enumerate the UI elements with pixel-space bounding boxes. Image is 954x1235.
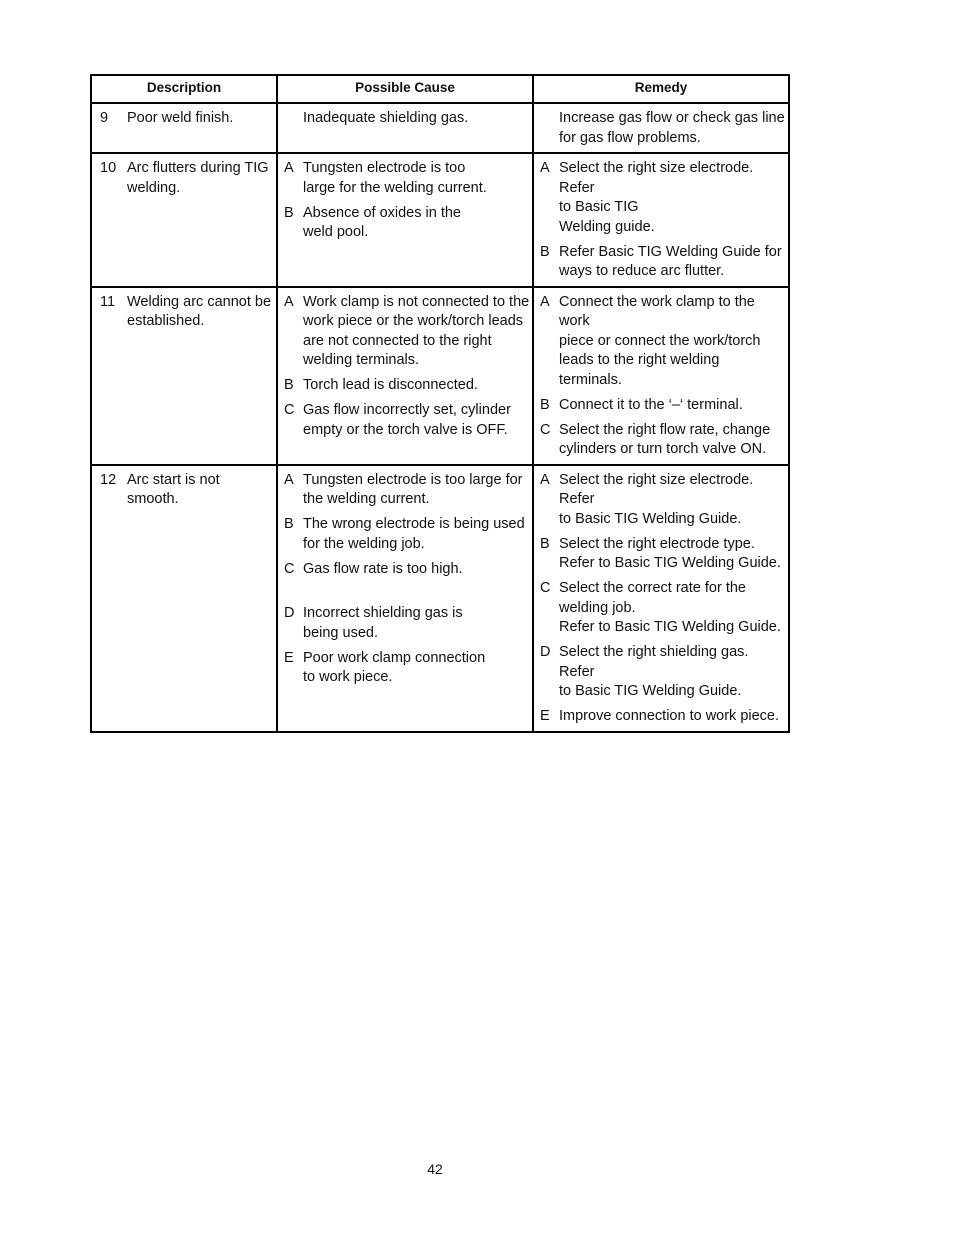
remedy-letter: A xyxy=(540,160,550,176)
table-row xyxy=(92,104,788,154)
description-cell xyxy=(92,104,278,152)
remedy-entry xyxy=(540,243,786,282)
cause-text: Incorrect shielding gas is being used. xyxy=(303,605,463,641)
page-number: 42 xyxy=(427,1161,443,1177)
remedy-cell xyxy=(534,288,788,464)
cause-cell xyxy=(278,104,534,152)
cause-cell xyxy=(278,154,534,286)
cause-letter: A xyxy=(284,293,294,310)
remedy-letter: C xyxy=(540,580,551,596)
cause-entry xyxy=(284,649,530,688)
remedy-letter: D xyxy=(540,644,551,660)
cause-cell xyxy=(278,288,534,464)
remedy-text: Select the correct rate for the welding job. Refer to Basic TIG Welding Guide. xyxy=(559,580,781,635)
row-description: Arc flutters during TIG welding. xyxy=(127,160,269,196)
remedy-text: Refer Basic TIG Welding Guide for ways to reduce arc flutter. xyxy=(559,243,782,279)
header-remedy: Remedy xyxy=(634,80,688,95)
row-number: 12 xyxy=(100,471,117,488)
remedy-entry xyxy=(540,396,786,416)
cause-entry xyxy=(284,401,530,440)
remedy-entry xyxy=(540,293,786,391)
remedy-text: Select the right size electrode. Refer to Basic TIG Welding guide. xyxy=(559,160,754,235)
cause-entry xyxy=(284,376,530,396)
cause-entry xyxy=(284,471,530,510)
remedy-entry xyxy=(540,421,786,460)
cause-letter: E xyxy=(284,649,294,666)
row-description: Welding arc cannot be established. xyxy=(127,293,272,329)
troubleshooting-table xyxy=(90,74,790,733)
cause-text: Poor work clamp connection to work piece. xyxy=(303,649,486,685)
table-row xyxy=(92,288,788,466)
cause-entry xyxy=(284,515,530,554)
description-cell xyxy=(92,466,278,731)
remedy-text: Connect it to the ‘–‘ terminal. xyxy=(559,396,743,413)
cause-letter: B xyxy=(284,204,294,221)
cause-text: Tungsten electrode is too large for the welding current. xyxy=(303,471,523,507)
table-header xyxy=(92,76,788,104)
remedy-text: Connect the work clamp to the work piece or connect the work/torch leads to the right welding terminals. xyxy=(559,293,761,388)
cause-entry xyxy=(284,109,530,129)
cause-entry xyxy=(284,293,530,371)
remedy-text: Select the right size electrode. Refer to Basic TIG Welding Guide. xyxy=(559,471,754,527)
remedy-text: Select the right flow rate, change cylinders or turn torch valve ON. xyxy=(559,421,771,457)
row-number: 10 xyxy=(100,160,117,176)
table-row xyxy=(92,466,788,731)
cause-text: The wrong electrode is being used for the welding job. xyxy=(303,516,525,552)
cause-letter: A xyxy=(284,471,294,488)
remedy-letter xyxy=(540,109,559,148)
cause-text: Absence of oxides in the weld pool. xyxy=(303,204,461,240)
remedy-entry xyxy=(540,707,786,727)
cause-letter: C xyxy=(284,402,295,418)
remedy-cell xyxy=(534,466,788,731)
remedy-entry xyxy=(540,109,786,148)
cause-text: Torch lead is disconnected. xyxy=(303,377,478,393)
remedy-entry xyxy=(540,579,786,638)
cause-letter: C xyxy=(284,560,295,577)
cause-text: Gas flow incorrectly set, cylinder empty or the torch valve is OFF. xyxy=(303,402,511,438)
remedy-entry xyxy=(540,159,786,237)
cause-entry xyxy=(284,204,530,243)
remedy-letter: E xyxy=(540,708,550,724)
cause-text: Inadequate shielding gas. xyxy=(303,110,469,126)
description-cell xyxy=(92,288,278,464)
remedy-letter: B xyxy=(540,243,550,260)
cause-entry xyxy=(284,604,530,643)
cause-entry xyxy=(284,159,530,198)
header-possible-cause: Possible Cause xyxy=(278,76,534,102)
remedy-text: Select the right shielding gas. Refer to Basic TIG Welding Guide. xyxy=(559,644,749,699)
cause-letter: D xyxy=(284,605,295,621)
cause-text: Tungsten electrode is too large for the welding current. xyxy=(303,160,487,196)
remedy-letter: B xyxy=(540,535,550,552)
cause-letter: A xyxy=(284,160,294,176)
row-number: 9 xyxy=(100,110,109,126)
remedy-text: Increase gas flow or check gas line for gas flow problems. xyxy=(559,110,785,146)
remedy-entry xyxy=(540,643,786,702)
remedy-entry xyxy=(540,471,786,530)
row-description: Arc start is not smooth. xyxy=(127,471,220,507)
description-cell xyxy=(92,154,278,286)
remedy-letter: A xyxy=(540,471,550,488)
cause-text: Gas flow rate is too high. xyxy=(303,560,463,577)
remedy-text: Select the right electrode type. Refer to Basic TIG Welding Guide. xyxy=(559,535,781,571)
remedy-letter: C xyxy=(540,421,551,438)
row-description: Poor weld finish. xyxy=(127,110,234,126)
remedy-entry xyxy=(540,535,786,574)
remedy-cell xyxy=(534,104,788,152)
cause-cell xyxy=(278,466,534,731)
cause-entry xyxy=(284,560,530,599)
remedy-cell xyxy=(534,154,788,286)
row-number: 11 xyxy=(100,293,116,310)
header-description: Description xyxy=(92,76,278,102)
table-body xyxy=(92,104,788,731)
remedy-text: Improve connection to work piece. xyxy=(559,708,780,724)
table-row xyxy=(92,154,788,288)
remedy-letter: B xyxy=(540,396,550,413)
cause-letter xyxy=(284,109,303,129)
remedy-letter: A xyxy=(540,293,550,310)
cause-letter: B xyxy=(284,377,294,393)
cause-text: Work clamp is not connected to the work piece or the work/torch leads are not connected to the right welding terminals. xyxy=(303,293,530,368)
cause-letter: B xyxy=(284,516,294,532)
